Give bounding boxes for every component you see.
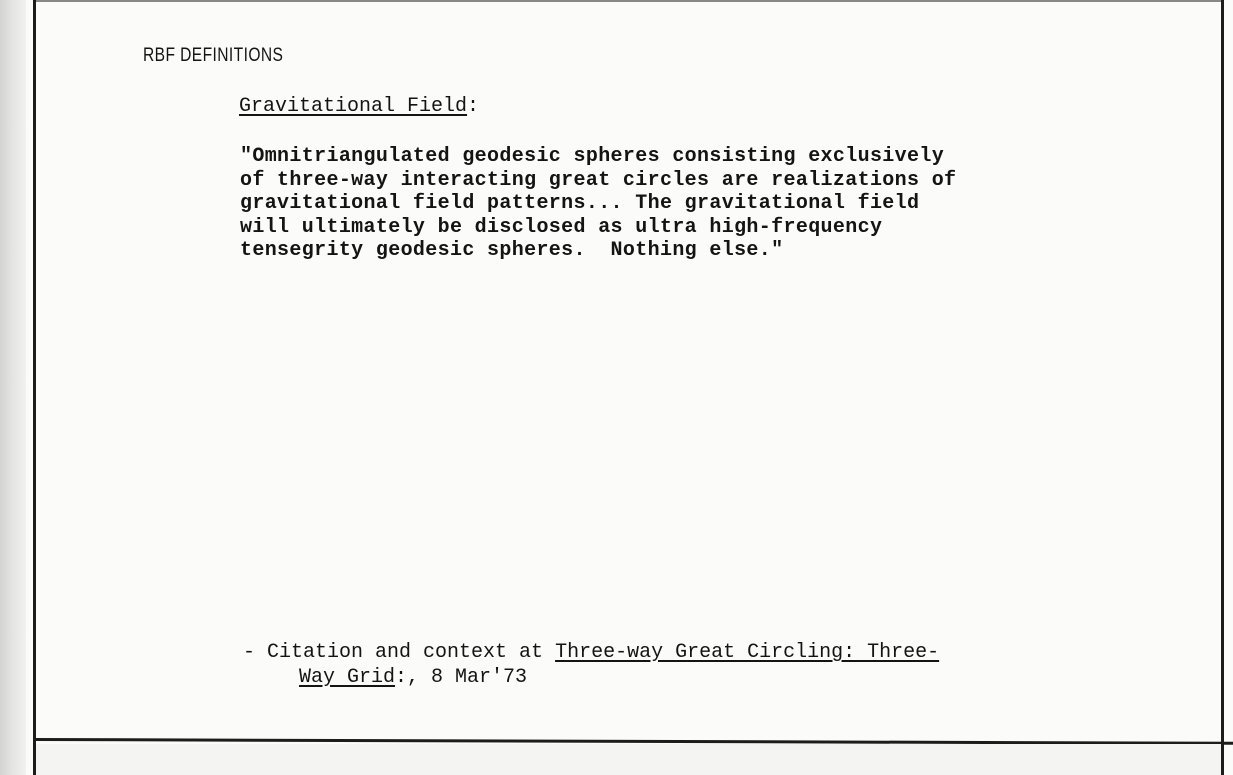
definition-term xyxy=(239,95,479,118)
citation-link-part-2[interactable]: Way Grid xyxy=(299,666,396,689)
quote-line: of three-way interacting great circles are realizations of xyxy=(240,168,957,192)
citation-date: :, 8 Mar'73 xyxy=(395,666,528,689)
card-right-border xyxy=(1221,0,1224,775)
definition-quote xyxy=(240,145,956,263)
quote-line: will ultimately be disclosed as ultra high-frequency xyxy=(240,215,883,239)
card-left-border xyxy=(33,0,36,775)
term-title: Gravitational Field xyxy=(239,95,468,118)
citation-line-1 xyxy=(243,640,939,665)
citation-link-part-1[interactable]: Three-way Great Circling: Three- xyxy=(555,641,940,664)
page-title: RBF DEFINITIONS xyxy=(143,45,284,66)
quote-line: tensegrity geodesic spheres. Nothing else." xyxy=(240,239,784,262)
citation xyxy=(243,640,939,690)
quote-line: gravitational field patterns... The gravitational field xyxy=(240,192,920,215)
card-top-border xyxy=(36,0,1221,2)
term-colon: : xyxy=(467,95,480,118)
next-card-edge xyxy=(36,744,1221,775)
quote-line: "Omnitriangulated geodesic spheres consisting exclusively xyxy=(240,145,945,168)
scan-edge-shadow xyxy=(0,0,26,775)
citation-line-2 xyxy=(243,665,939,690)
citation-prefix: - Citation and context at xyxy=(243,641,556,664)
